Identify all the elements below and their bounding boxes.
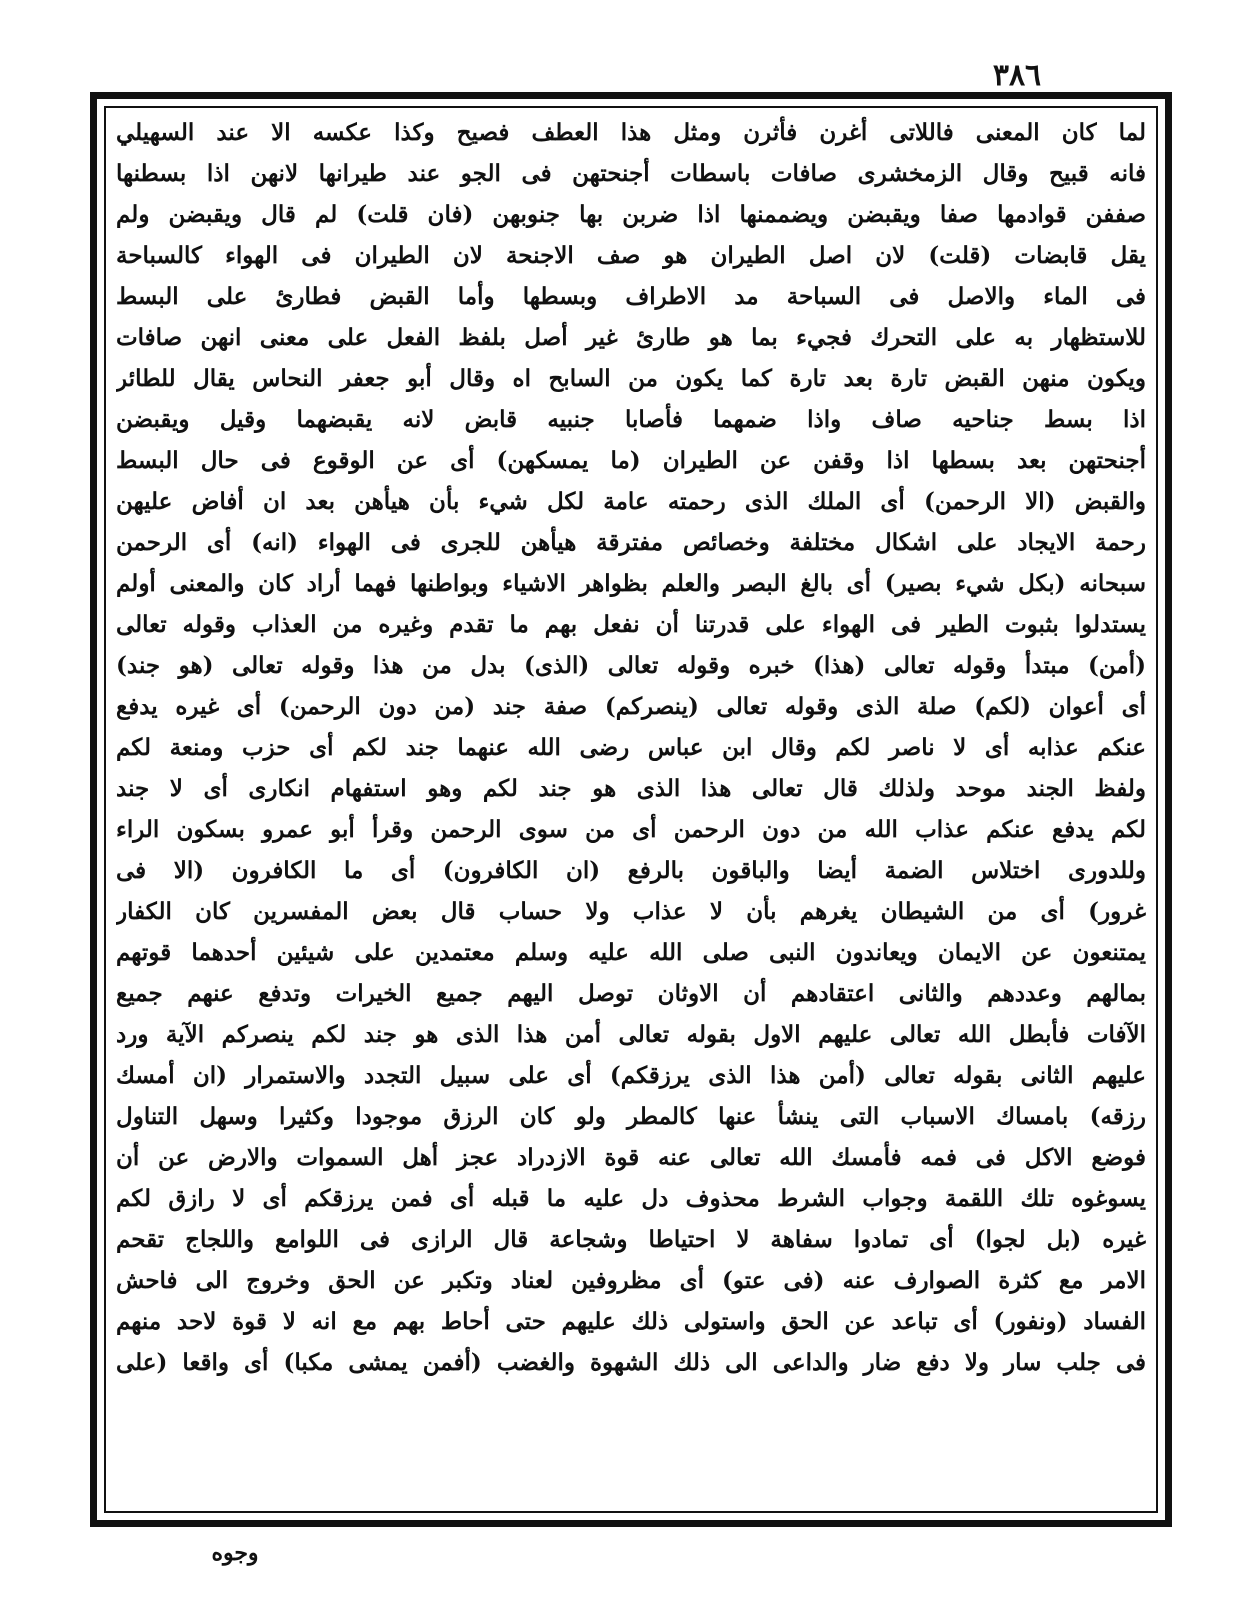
text-line: صففن قوادمها صفا ويقبضن ويضممنها اذا ضربن بها جنوبهن (فان قلت) لم قال ويقبضن ولم <box>116 201 1146 228</box>
text-line: فى الماء والاصل فى السباحة مد الاطراف وبسطها وأما القبض فطارئ على البسط <box>116 283 1146 310</box>
page-number: ٣٨٦ <box>992 58 1042 93</box>
text-line: لكم يدفع عنكم عذاب الله من دون الرحمن أى من سوى الرحمن وقرأ أبو عمرو بسكون الراء <box>116 816 1146 843</box>
text-line: بمالهم وعددهم والثانى اعتقادهم أن الاوثان توصل اليهم جميع الخيرات وتدفع عنهم جميع <box>116 980 1146 1007</box>
text-line: (أمن) مبتدأ وقوله تعالى (هذا) خبره وقوله تعالى (الذى) بدل من هذا وقوله تعالى (هو جند) <box>116 652 1146 679</box>
text-line: اذا بسط جناحيه صاف واذا ضمهما فأصابا جنبيه قابض لانه يقبضهما وقيل ويقبضن <box>116 406 1146 433</box>
text-line: غرور) أى من الشيطان يغرهم بأن لا عذاب ولا حساب قال بعض المفسرين كان الكفار <box>116 898 1146 925</box>
text-line: يمتنعون عن الايمان ويعاندون النبى صلى الله عليه وسلم معتمدين على شيئين أحدهما قوتهم <box>116 939 1146 966</box>
text-line: يستدلوا بثبوت الطير فى الهواء على قدرتنا أن نفعل بهم ما تقدم وغيره من العذاب وقوله تعالى <box>116 611 1146 638</box>
text-line: فوضع الاكل فى فمه فأمسك الله تعالى عنه قوة الازدراد عجز أهل السموات والارض عن أن <box>116 1144 1146 1171</box>
text-line: سبحانه (بكل شيء بصير) أى بالغ البصر والعلم بظواهر الاشياء وبواطنها فهما أراد كان والمعنى أولم <box>116 570 1146 597</box>
text-line: أى أعوان (لكم) صلة الذى وقوله تعالى (ينصركم) صفة جند (من دون الرحمن) أى غيره يدفع <box>116 693 1146 720</box>
text-line: ويكون منهن القبض تارة بعد تارة كما يكون من السابح اه وقال أبو جعفر النحاس يقال للطائر <box>116 365 1146 392</box>
text-line: ولفظ الجند موحد ولذلك قال تعالى هذا الذى هو جند لكم وهو استفهام انكارى أى لا جند <box>116 775 1146 802</box>
catchword: وجوه <box>211 1540 259 1566</box>
text-body <box>116 112 1146 1507</box>
text-line: وللدورى اختلاس الضمة أيضا والباقون بالرفع (ان الكافرون) أى ما الكافرون (الا فى <box>116 857 1146 884</box>
text-line: فانه قبيح وقال الزمخشرى صافات باسطات أجنحتهن فى الجو عند طيرانها لانهن اذا بسطنها <box>116 160 1146 187</box>
text-line: يسوغوه تلك اللقمة وجواب الشرط محذوف دل عليه ما قبله أى فمن يرزقكم أى لا رازق لكم <box>116 1185 1146 1212</box>
text-line: الامر مع كثرة الصوارف عنه (فى عتو) أى مظروفين لعناد وتكبر عن الحق وخروج الى فاحش <box>116 1267 1146 1294</box>
text-line: الآفات فأبطل الله تعالى عليهم الاول بقوله تعالى أمن هذا الذى هو جند لكم ينصركم الآية ورد <box>116 1021 1146 1048</box>
text-line: رزقه) بامساك الاسباب التى ينشأ عنها كالمطر ولو كان الرزق موجودا وكثيرا وسهل التناول <box>116 1103 1146 1130</box>
text-line: عنكم عذابه أى لا ناصر لكم وقال ابن عباس رضى الله عنهما جند لكم أى حزب ومنعة لكم <box>116 734 1146 761</box>
text-line: أجنحتهن بعد بسطها اذا وقفن عن الطيران (ما يمسكهن) أى عن الوقوع فى حال البسط <box>116 447 1146 474</box>
text-line: لما كان المعنى فاللاتى أغرن فأثرن ومثل هذا العطف فصيح وكذا عكسه الا عند السهيلي <box>116 119 1146 146</box>
text-line: عليهم الثانى بقوله تعالى (أمن هذا الذى يرزقكم) أى على سبيل التجدد والاستمرار (ان أمسك <box>116 1062 1146 1089</box>
text-line: غيره (بل لجوا) أى تمادوا سفاهة لا احتياطا وشجاعة قال الرازى فى اللوامع واللجاج تقحم <box>116 1226 1146 1253</box>
text-line: الفساد (ونفور) أى تباعد عن الحق واستولى ذلك عليهم حتى أحاط بهم مع انه لا قوة لاحد منهم <box>116 1308 1146 1335</box>
text-line: للاستظهار به على التحرك فجيء بما هو طارئ غير أصل بلفظ الفعل على معنى انهن صافات <box>116 324 1146 351</box>
text-line: فى جلب سار ولا دفع ضار والداعى الى ذلك الشهوة والغضب (أفمن يمشى مكبا) أى واقعا (على <box>116 1349 1146 1376</box>
text-line: والقبض (الا الرحمن) أى الملك الذى رحمته عامة لكل شيء بأن هيأهن بعد ان أفاض عليهن <box>116 488 1146 515</box>
text-line: يقل قابضات (قلت) لان اصل الطيران هو صف الاجنحة لان الطيران فى الهواء كالسباحة <box>116 242 1146 269</box>
text-line: رحمة الايجاد على اشكال مختلفة وخصائص مفترقة هيأهن للجرى فى الهواء (انه) أى الرحمن <box>116 529 1146 556</box>
